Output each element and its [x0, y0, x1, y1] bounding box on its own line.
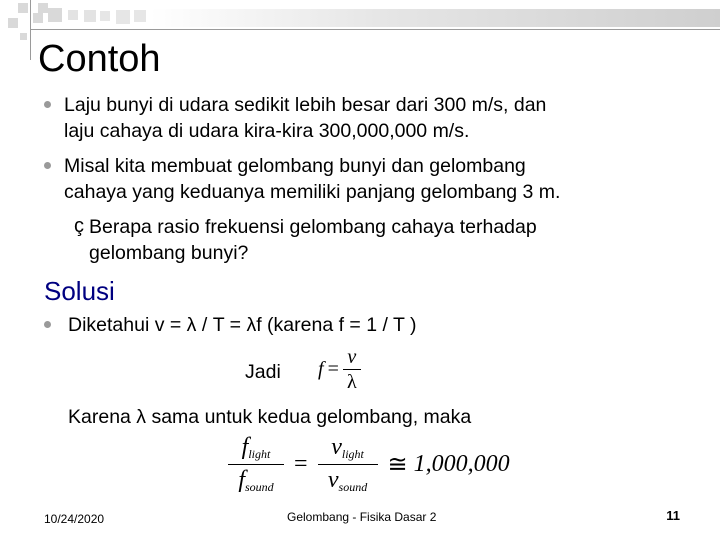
eq2-equals: =	[294, 450, 308, 477]
karena-line: Karena λ sama untuk kedua gelombang, maka	[68, 406, 472, 428]
slide-title: Contoh	[38, 38, 161, 80]
equation-f-v-lambda	[318, 347, 361, 392]
eq2-bar-right	[318, 464, 378, 465]
bullet-2	[64, 153, 560, 205]
bullet-1-line-1: Laju bunyi di udara sedikit lebih besar dari 300 m/s, dan	[64, 94, 547, 116]
eq2-den-left-sub: sound	[245, 479, 274, 494]
eq2-fraction-right	[318, 435, 378, 493]
equation-frequency-ratio	[228, 435, 510, 493]
eq1-denominator: λ	[346, 371, 357, 393]
eq2-num-left	[242, 435, 271, 461]
sub-bullet	[89, 214, 537, 266]
footer-date: 10/24/2020	[44, 512, 105, 526]
eq2-num-left-var: f	[241, 434, 249, 460]
bullet-dot	[44, 101, 51, 108]
bullet-1-line-2: laju cahaya di udara kira-kira 300,000,000 m/s.	[64, 120, 470, 142]
eq1-fraction	[343, 347, 361, 392]
solution-heading: Solusi	[44, 276, 115, 306]
bullet-dot	[44, 162, 51, 169]
eq2-den-right-var: v	[327, 466, 339, 493]
eq2-num-right-var: v	[331, 434, 342, 460]
eq2-num-left-sub: light	[248, 447, 271, 461]
eq2-approx: ≅	[387, 451, 408, 478]
eq1-numerator: v	[347, 346, 357, 368]
bullet-2-line-1: Misal kita membuat gelombang bunyi dan gelombang	[64, 155, 526, 177]
arrow-bullet-icon: ç	[74, 215, 84, 237]
footer-title: Gelombang - Fisika Dasar 2	[287, 510, 437, 524]
bullet-2-line-2: cahaya yang keduanya memiliki panjang gelombang 3 m.	[64, 181, 561, 203]
jadi-label: Jadi	[245, 361, 281, 383]
solution-line: Diketahui v = λ / T = λf (karena f = 1 / T )	[68, 314, 417, 336]
eq2-num-right-sub: light	[341, 447, 364, 461]
sub-bullet-line-2: gelombang bunyi?	[89, 242, 249, 264]
eq1-lhs: f	[318, 358, 324, 380]
page-number: 11	[666, 508, 680, 523]
eq2-num-right	[331, 435, 364, 461]
eq2-fraction-left	[228, 435, 284, 493]
eq2-den-right	[328, 468, 367, 494]
eq2-den-right-sub: sound	[338, 479, 368, 494]
eq2-bar-left	[228, 464, 284, 465]
eq2-den-left-var: f	[238, 466, 245, 493]
eq2-den-left	[238, 468, 273, 494]
bullet-1	[64, 92, 546, 144]
sub-bullet-line-1: Berapa rasio frekuensi gelombang cahaya terhadap	[89, 216, 537, 238]
header-gradient-bar	[150, 9, 720, 27]
eq2-value: 1,000,000	[413, 450, 510, 477]
eq1-fraction-bar	[343, 369, 361, 370]
eq1-equals: =	[327, 358, 339, 380]
bullet-dot	[44, 321, 51, 328]
